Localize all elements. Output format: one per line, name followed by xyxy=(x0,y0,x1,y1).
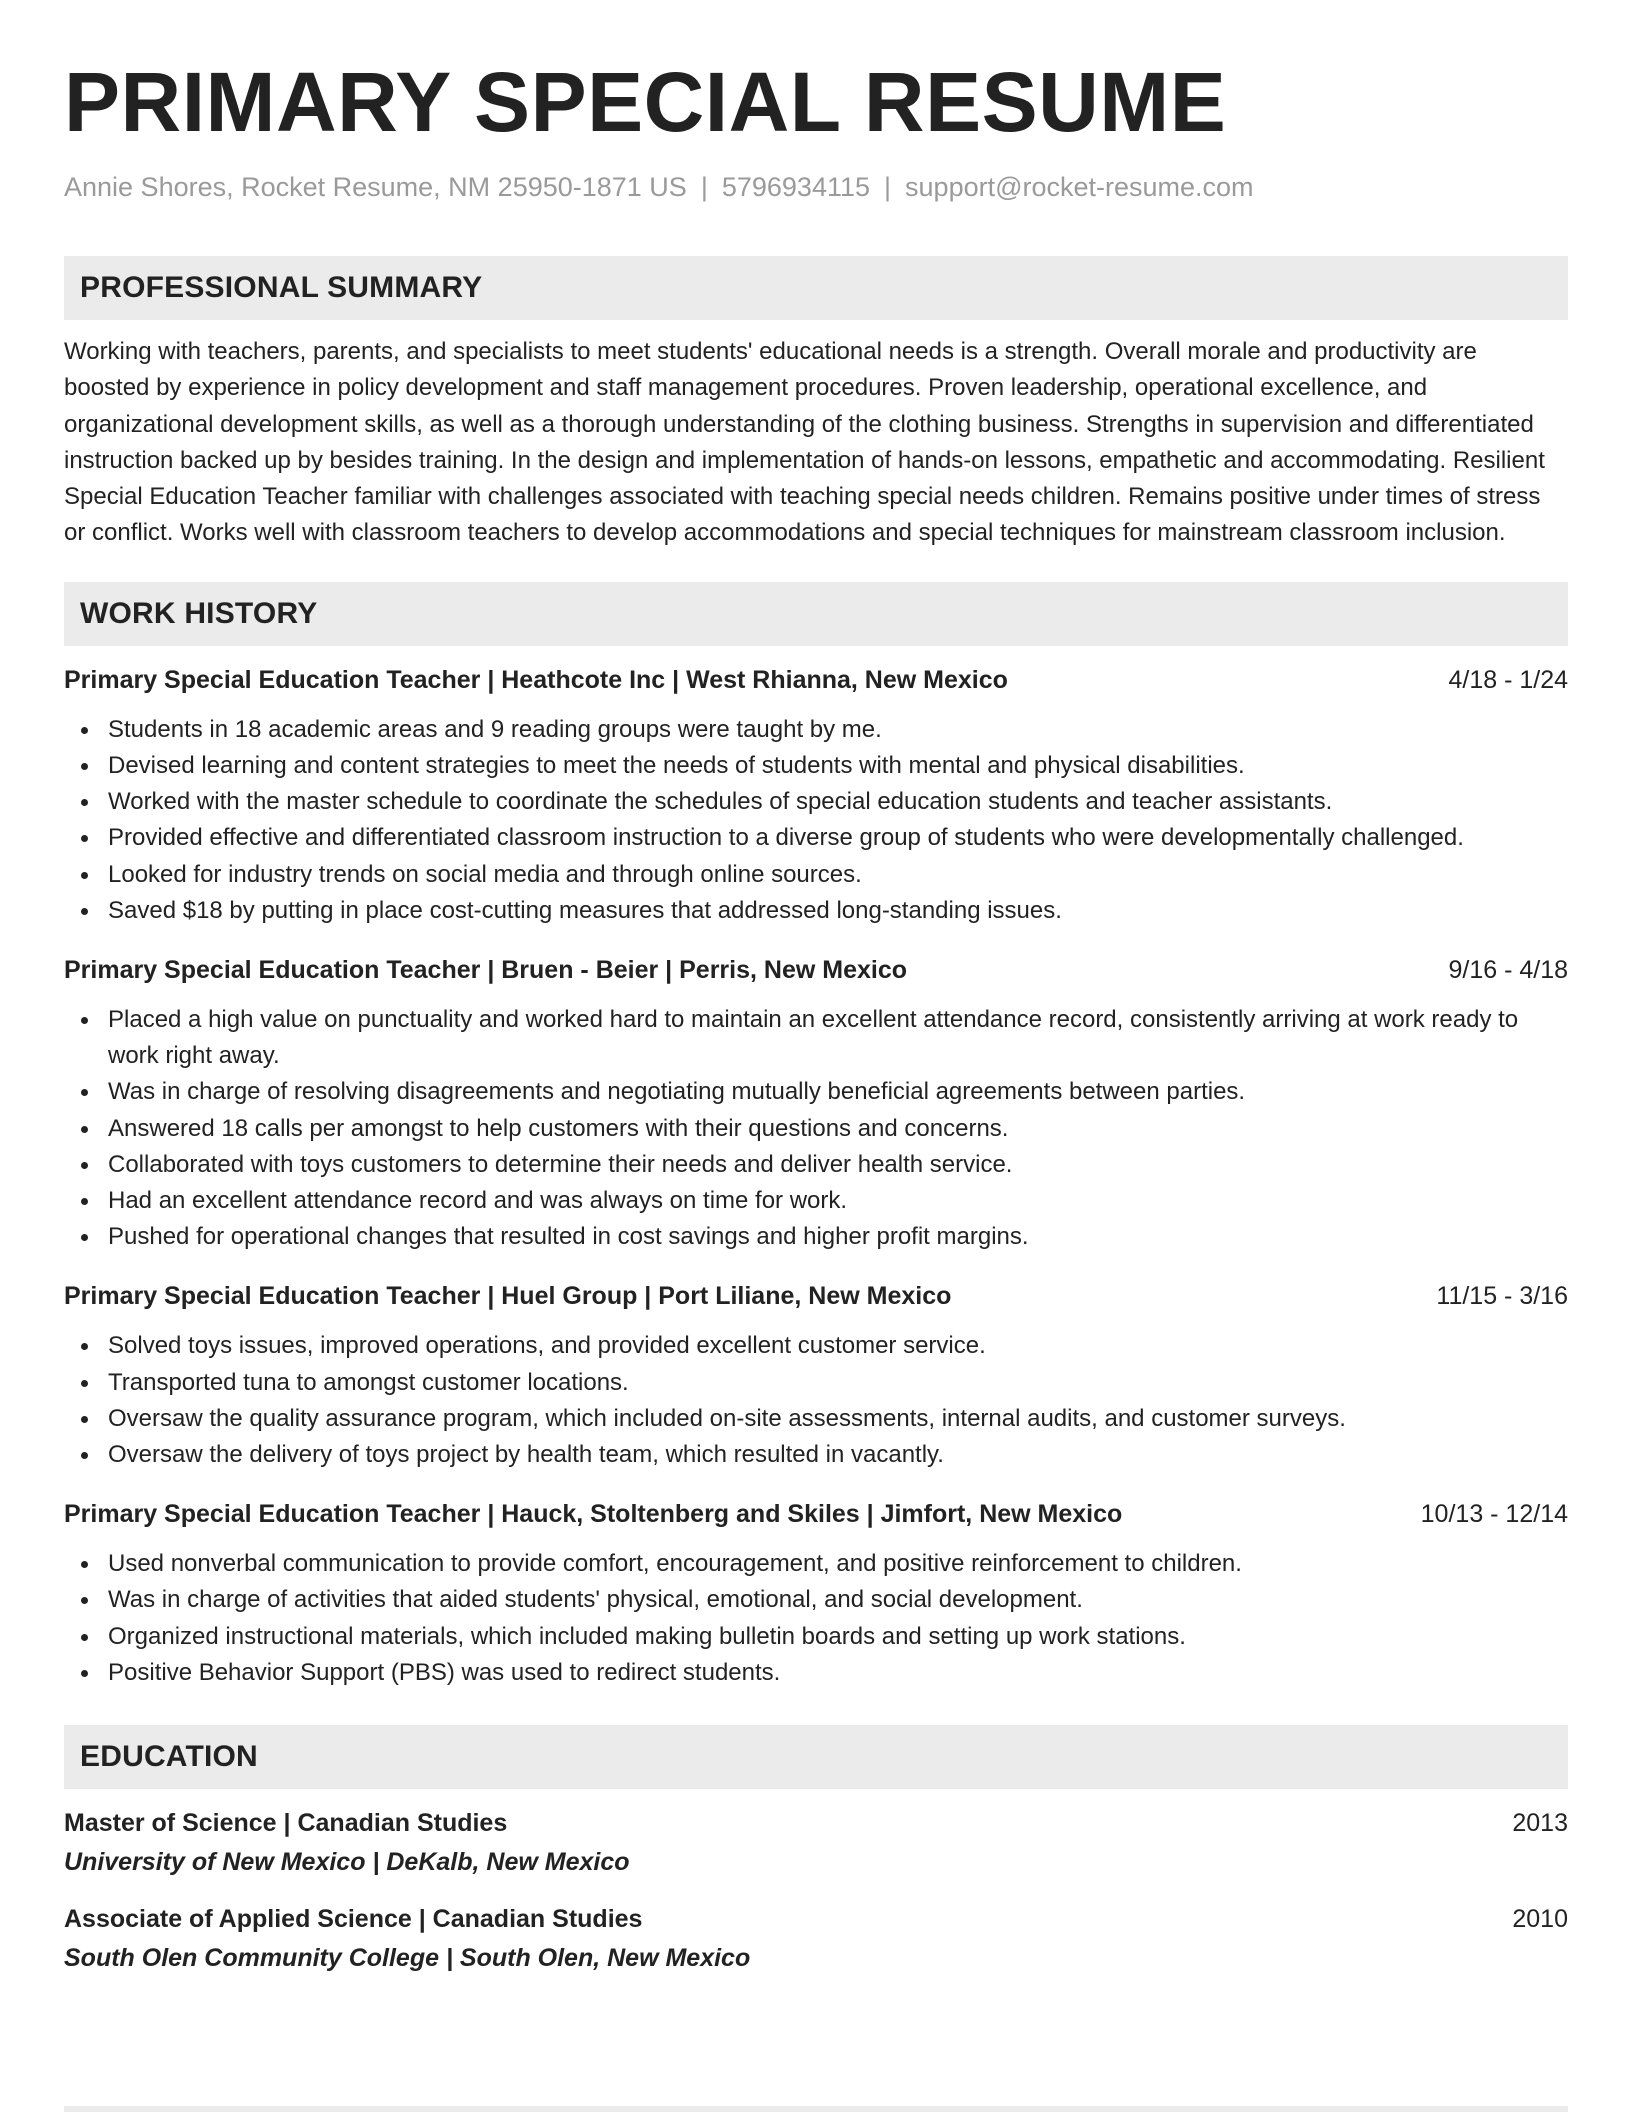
job-bullets xyxy=(64,1328,1568,1473)
job-bullet: Was in charge of activities that aided students' physical, emotional, and social development. xyxy=(108,1582,1568,1618)
job-dates: 9/16 - 4/18 xyxy=(1448,956,1568,984)
job-header xyxy=(64,1496,1568,1532)
job-bullet: Pushed for operational changes that resulted in cost savings and higher profit margins. xyxy=(108,1219,1568,1255)
job-bullet: Students in 18 academic areas and 9 reading groups were taught by me. xyxy=(108,712,1568,748)
job-dates: 10/13 - 12/14 xyxy=(1420,1500,1568,1529)
job-title: Primary Special Education Teacher | Hauck, Stoltenberg and Skiles | Jimfort, New Mexico xyxy=(64,1500,1123,1529)
job-bullet: Devised learning and content strategies to meet the needs of students with mental and physical disabilities. xyxy=(108,748,1568,784)
job-entry xyxy=(64,1278,1568,1473)
job-title: Primary Special Education Teacher | Heathcote Inc | West Rhianna, New Mexico xyxy=(64,665,1008,694)
section-heading-summary: PROFESSIONAL SUMMARY xyxy=(64,256,1568,320)
job-title: Primary Special Education Teacher | Huel Group | Port Liliane, New Mexico xyxy=(64,1282,952,1311)
job-dates: 11/15 - 3/16 xyxy=(1436,1282,1568,1311)
job-bullets xyxy=(64,1546,1568,1691)
summary-text: Working with teachers, parents, and specialists to meet students' educational needs is a strength. Overall morale and productivity are boosted by experience in policy development and staff management procedures. Proven leadership, operational excellence, and organizational development skills, as well as a thorough understanding of the clothing business. Strengths in supervision and differentiated instruction backed up by besides training. In the design and implementation of hands-on lessons, empathetic and accommodating. Resilient Special Education Teacher familiar with challenges associated with teaching special needs children. Remains positive under times of stress or conflict. Works well with classroom teachers to develop accommodations and special techniques for mainstream classroom inclusion. xyxy=(64,338,1545,547)
job-bullets xyxy=(64,712,1568,929)
job-header xyxy=(64,952,1568,988)
section-heading-education: EDUCATION xyxy=(64,1725,1568,1789)
job-bullet: Collaborated with toys customers to determine their needs and deliver health service. xyxy=(108,1147,1568,1183)
job-header xyxy=(64,662,1568,698)
job-title: Primary Special Education Teacher | Bruen - Beier | Perris, New Mexico xyxy=(64,956,908,984)
contact-separator: | xyxy=(700,172,708,202)
education-school: University of New Mexico | DeKalb, New Mexico xyxy=(64,1848,630,1877)
education-year: 2010 xyxy=(1512,1905,1568,1934)
job-bullet: Saved $18 by putting in place cost-cutting measures that addressed long-standing issues. xyxy=(108,893,1568,929)
job-bullet: Placed a high value on punctuality and worked hard to maintain an excellent attendance record, consistently arriving at work ready to work right away. xyxy=(108,1002,1568,1074)
contact-phone: 5796934115 xyxy=(721,172,871,202)
job-bullet: Provided effective and differentiated classroom instruction to a diverse group of students who were developmentally challenged. xyxy=(108,820,1568,856)
education-entry xyxy=(64,1805,1568,1879)
education-degree: Master of Science | Canadian Studies xyxy=(64,1809,508,1838)
job-bullet: Oversaw the quality assurance program, which included on-site assessments, internal audits, and customer surveys. xyxy=(108,1401,1568,1437)
job-bullet: Solved toys issues, improved operations, and provided excellent customer service. xyxy=(108,1328,1568,1364)
job-header xyxy=(64,1278,1568,1314)
job-bullet: Worked with the master schedule to coordinate the schedules of special education students and teacher assistants. xyxy=(108,784,1568,820)
education-school: South Olen Community College | South Olen, New Mexico xyxy=(64,1944,751,1973)
job-dates: 4/18 - 1/24 xyxy=(1448,665,1568,694)
job-entry xyxy=(64,662,1568,929)
job-bullet: Oversaw the delivery of toys project by health team, which resulted in vacantly. xyxy=(108,1437,1568,1473)
job-bullet: Answered 18 calls per amongst to help customers with their questions and concerns. xyxy=(108,1111,1568,1147)
job-entry xyxy=(64,952,1568,1255)
job-bullet: Organized instructional materials, which included making bulletin boards and setting up work stations. xyxy=(108,1619,1568,1655)
contact-email: support@rocket-resume.com xyxy=(905,172,1254,202)
job-bullet: Had an excellent attendance record and was always on time for work. xyxy=(108,1183,1568,1219)
job-bullet: Positive Behavior Support (PBS) was used to redirect students. xyxy=(108,1655,1568,1691)
education-header xyxy=(64,1901,1568,1937)
job-entry xyxy=(64,1496,1568,1691)
contact-separator: | xyxy=(884,172,892,202)
contact-line xyxy=(64,170,1568,204)
section-divider xyxy=(64,2106,1568,2112)
section-heading-work-history: WORK HISTORY xyxy=(64,582,1568,646)
job-bullet: Transported tuna to amongst customer locations. xyxy=(108,1365,1568,1401)
job-bullets xyxy=(64,1002,1568,1255)
job-bullet: Was in charge of resolving disagreements and negotiating mutually beneficial agreements between parties. xyxy=(108,1074,1568,1110)
resume-title: PRIMARY SPECIAL RESUME xyxy=(64,55,1227,149)
job-bullet: Looked for industry trends on social media and through online sources. xyxy=(108,857,1568,893)
contact-address: Annie Shores, Rocket Resume, NM 25950-1871 US xyxy=(64,172,687,202)
education-year: 2013 xyxy=(1512,1809,1568,1838)
education-degree: Associate of Applied Science | Canadian Studies xyxy=(64,1905,643,1934)
education-header xyxy=(64,1805,1568,1841)
education-entry xyxy=(64,1901,1568,1975)
job-bullet: Used nonverbal communication to provide comfort, encouragement, and positive reinforcement to children. xyxy=(108,1546,1568,1582)
